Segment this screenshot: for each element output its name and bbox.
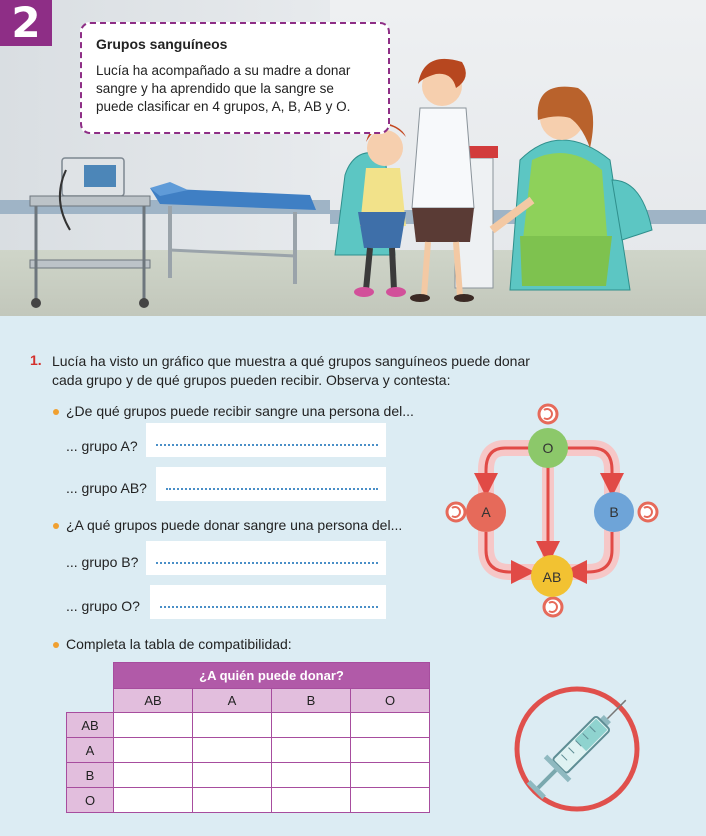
table-row: [67, 763, 430, 788]
table-cell[interactable]: [351, 713, 430, 738]
row-header: AB: [67, 713, 114, 738]
syringe-icon: [512, 684, 642, 814]
girl-lucia: [354, 123, 406, 297]
row-header: B: [67, 763, 114, 788]
table-cell[interactable]: [351, 788, 430, 813]
question-group-ab-label: ... grupo AB?: [66, 480, 147, 496]
answer-field-group-a[interactable]: [146, 423, 386, 457]
self-donation-icon: [639, 503, 657, 521]
node-a-label: A: [481, 504, 491, 520]
table-row: [67, 713, 430, 738]
exercise-statement: [52, 352, 572, 390]
table-cell[interactable]: [114, 763, 193, 788]
column-header: B: [272, 689, 351, 713]
blood-compatibility-diagram: [440, 400, 670, 618]
intro-line: sangre y ha aprendido que la sangre se: [96, 81, 334, 96]
bullet-table-instruction: Completa la tabla de compatibilidad:: [66, 636, 292, 652]
row-header: O: [67, 788, 114, 813]
question-group-b-label: ... grupo B?: [66, 554, 139, 570]
table-cell[interactable]: [272, 788, 351, 813]
question-group-a-label: ... grupo A?: [66, 438, 138, 454]
node-ab-label: AB: [542, 569, 562, 585]
table-cell[interactable]: [193, 713, 272, 738]
table-corner: [67, 663, 114, 689]
bullet-donate-question: ¿A qué grupos puede donar sangre una persona del...: [66, 517, 403, 533]
answer-field-group-ab[interactable]: [156, 467, 386, 501]
intro-line: puede clasificar en 4 grupos, A, B, AB y O.: [96, 99, 351, 114]
column-header: AB: [114, 689, 193, 713]
table-cell[interactable]: [272, 713, 351, 738]
intro-infobox: [80, 22, 390, 134]
bullet-receive-question: ¿De qué grupos puede recibir sangre una persona del...: [66, 403, 414, 419]
table-cell[interactable]: [114, 738, 193, 763]
column-header: O: [351, 689, 430, 713]
unit-number-badge: 2: [0, 0, 52, 46]
medical-cart: [30, 158, 150, 308]
table-cell[interactable]: [272, 738, 351, 763]
examination-bed: [150, 182, 316, 284]
exercise-line: Lucía ha visto un gráfico que muestra a qué grupos sanguíneos puede donar: [52, 353, 530, 369]
column-header: A: [193, 689, 272, 713]
table-row: [67, 738, 430, 763]
exercise-number: 1.: [30, 352, 42, 368]
table-cell[interactable]: [193, 788, 272, 813]
table-cell[interactable]: [193, 763, 272, 788]
intro-line: Lucía ha acompañado a su madre a donar: [96, 63, 351, 78]
table-cell[interactable]: [114, 788, 193, 813]
table-cell[interactable]: [114, 713, 193, 738]
table-cell[interactable]: [351, 738, 430, 763]
table-cell[interactable]: [272, 763, 351, 788]
self-donation-icon: [447, 503, 465, 521]
question-group-o-label: ... grupo O?: [66, 598, 140, 614]
compatibility-table: [66, 662, 430, 813]
mother: [492, 87, 612, 286]
intro-title: Grupos sanguíneos: [96, 36, 228, 52]
answer-field-group-b[interactable]: [146, 541, 386, 575]
node-b-label: B: [609, 504, 619, 520]
table-cell[interactable]: [193, 738, 272, 763]
table-title: ¿A quién puede donar?: [114, 663, 430, 689]
row-header: A: [67, 738, 114, 763]
table-corner: [67, 689, 114, 713]
table-row: [67, 788, 430, 813]
self-donation-icon: [539, 405, 557, 423]
self-donation-icon: [544, 598, 562, 616]
node-o-label: O: [542, 440, 554, 456]
exercise-line: cada grupo y de qué grupos pueden recibir. Observa y contesta:: [52, 372, 451, 388]
table-cell[interactable]: [351, 763, 430, 788]
answer-field-group-o[interactable]: [150, 585, 386, 619]
intro-text: [96, 62, 374, 116]
